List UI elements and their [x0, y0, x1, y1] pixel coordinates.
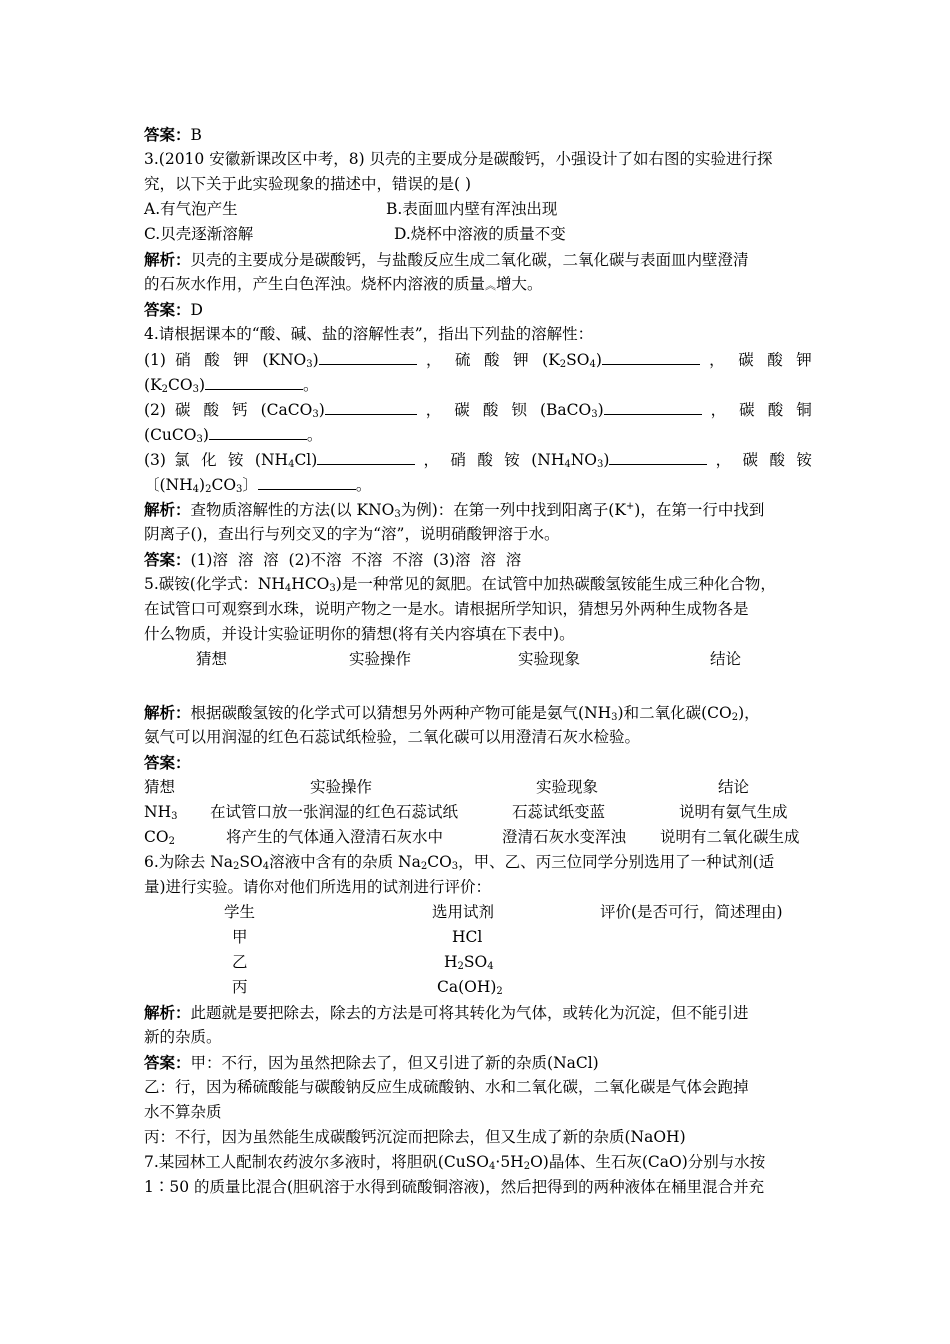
- table-cell: 澄清石灰水变浑浊: [502, 828, 627, 846]
- q4-intro: 4.请根据课本的“酸、碱、盐的溶解性表”，指出下列盐的溶解性：: [144, 325, 594, 343]
- answer-blank[interactable]: [317, 447, 415, 465]
- char: 氯: [174, 451, 193, 469]
- table-cell-guess: $NH_3$: [144, 803, 178, 822]
- header-guess: 猜想: [196, 650, 228, 668]
- table-row: [144, 950, 812, 975]
- char: 酸: [482, 401, 503, 419]
- q6-answer-jia: 答案：甲：不行，因为虽然把除去了，但又引进了新的杂质(NaCl): [144, 1053, 599, 1072]
- q3-options-cd: [144, 222, 812, 247]
- table-row: [144, 975, 812, 1000]
- table-cell: $Ca(OH)_2$: [437, 978, 503, 997]
- q3-option-b: B.表面皿内壁有浑浊出现: [386, 200, 558, 218]
- table-row: [144, 800, 812, 825]
- inline-glyph: ︽: [485, 279, 497, 292]
- table-cell: 乙: [232, 953, 248, 971]
- answer-blank[interactable]: [205, 372, 303, 390]
- char: 酸: [203, 401, 224, 419]
- char: 酸: [769, 451, 789, 469]
- header-conclusion: 结论: [710, 650, 742, 668]
- table-cell: 说明有二氧化碳生成: [660, 828, 800, 846]
- q3-line-1: 3.(2010 安徽新课改区中考，8) 贝壳的主要成分是碳酸钙，小强设计了如右图的实验进行探: [144, 150, 773, 168]
- char: 铵: [504, 451, 524, 469]
- answer-blank[interactable]: [258, 472, 356, 490]
- header-phenomenon: 实验现象: [518, 650, 581, 668]
- answer-blank[interactable]: [209, 422, 307, 440]
- char: 酸: [204, 351, 225, 369]
- formula: $(K_2SO_4)$: [542, 351, 700, 369]
- char: 化: [201, 451, 220, 469]
- table-header: 结论: [718, 778, 750, 796]
- answer-blank[interactable]: [604, 397, 702, 415]
- q5-analysis-1: 解析：根据碳酸氢铵的化学式可以猜想另外两种产物可能是氨气$(NH_3)$和二氧化碳$(CO_2)$，: [144, 703, 760, 723]
- table-cell: 甲: [232, 928, 248, 946]
- char: 碳: [738, 351, 759, 369]
- answer-value: B: [190, 126, 202, 144]
- answer-blank[interactable]: [609, 447, 707, 465]
- answer-label: 答案：: [144, 753, 191, 772]
- q6-answer-yi-2: 水不算杂质: [144, 1103, 222, 1121]
- q6-table-header: [144, 900, 812, 925]
- q6-analysis-2: 新的杂质。: [144, 1028, 222, 1046]
- document-page: [144, 122, 812, 1200]
- char: 碳: [454, 401, 474, 419]
- answer-label: 答案：: [144, 550, 191, 569]
- char: 钡: [511, 401, 531, 419]
- char: 酸: [767, 351, 788, 369]
- char: 碳: [739, 401, 759, 419]
- char: 铜: [796, 401, 812, 419]
- q7-line-2: 1∶50 的质量比混合(胆矾溶于水得到硫酸铜溶液)，然后把得到的两种液体在桶里混合并充: [144, 1178, 765, 1196]
- answer-label: 答案：: [144, 300, 191, 319]
- char: 钾: [233, 351, 254, 369]
- table-row: [144, 825, 812, 850]
- table-blank-space: [144, 672, 812, 700]
- answer-value: (1)溶 溶 溶 (2)不溶 不溶 不溶 (3)溶 溶 溶: [190, 551, 522, 569]
- char: 酸: [477, 451, 497, 469]
- q4-row-3-cont: 〔$(NH_4)_2CO_3$〕 。: [144, 472, 812, 497]
- char: 碳: [742, 451, 762, 469]
- q6-answer-yi-1: 乙：行，因为稀硫酸能与碳酸钠反应生成硫酸钠、水和二氧化碳，二氧化碳是气体会跑掉: [144, 1078, 749, 1096]
- q3-line-2: 究，以下关于此实验现象的描述中，错误的是( ): [144, 175, 472, 193]
- char: 碳: [174, 401, 195, 419]
- answer-blank[interactable]: [319, 347, 417, 365]
- q7-line-1: 7.某园林工人配制农药波尔多液时，将胆矾$(CuSO_4\cdot 5H_2O)$晶体、生石灰(CaO)分别与水按: [144, 1153, 766, 1172]
- comma: ，: [710, 401, 731, 419]
- table-cell: 说明有氨气生成: [679, 803, 788, 821]
- char: 硝: [175, 351, 196, 369]
- q3-option-c: C.贝壳逐渐溶解: [144, 225, 254, 243]
- analysis-text: 贝壳的主要成分是碳酸钙，与盐酸反应生成二氧化碳，二氧化碳与表面皿内壁澄清: [190, 251, 749, 269]
- answer-label: 答案：: [144, 125, 191, 144]
- analysis-label: 解析：: [144, 500, 191, 519]
- analysis-text: 的石灰水作用，产生白色浑浊。烧杯内溶液的质量: [144, 275, 486, 293]
- q3-option-a: A.有气泡产生: [144, 200, 238, 218]
- q5-line-3: 什么物质，并设计实验证明你的猜想(将有关内容填在下表中)。: [144, 625, 575, 643]
- char: 酸: [767, 401, 788, 419]
- table-row: [144, 925, 812, 950]
- formula: $(KNO_3)$: [262, 351, 416, 369]
- table-cell: 石蕊试纸变蓝: [512, 803, 606, 821]
- char: 钙: [232, 401, 252, 419]
- q3-analysis-1: [144, 247, 812, 272]
- char: 铵: [227, 451, 247, 469]
- q4-answer: [144, 547, 812, 572]
- table-cell: 丙: [232, 978, 248, 996]
- table-header: 评价(是否可行，简述理由): [600, 903, 783, 921]
- q6-line-1: 6.为除去 $Na_2SO_4$溶液中含有的杂质 $Na_2CO_3$，甲、乙、丙三位同学分别选用了一种试剂(适: [144, 853, 775, 872]
- analysis-label: 解析：: [144, 703, 191, 722]
- q3-options-ab: [144, 197, 812, 222]
- formula: $(NH_4NO_3)$: [531, 451, 707, 469]
- table-cell-guess: $CO_2$: [144, 828, 175, 847]
- q5-analysis-2: 氨气可以用润湿的红色石蕊试纸检验，二氧化碳可以用澄清石灰水检验。: [144, 728, 641, 746]
- q4-row-1: [144, 347, 812, 372]
- formula: (CaCO$_3$): [261, 401, 417, 419]
- analysis-label: 解析：: [144, 250, 191, 269]
- table-cell: 在试管口放一张润湿的红色石蕊试纸: [210, 803, 459, 821]
- formula: (BaCO$_3$): [540, 401, 702, 419]
- q6-answer-bing: 丙：不行，因为虽然能生成碳酸钙沉淀而把除去，但又生成了新的杂质(NaOH): [144, 1128, 686, 1146]
- answer-value: D: [190, 301, 203, 319]
- q6-line-2: 量)进行实验。请你对他们所选用的试剂进行评价：: [144, 878, 492, 896]
- table-header: 学生: [224, 903, 256, 921]
- q3-analysis-2: [144, 272, 812, 297]
- table-cell: 将产生的气体通入澄清石灰水中: [226, 828, 444, 846]
- formula: $(NH_4Cl)$: [255, 451, 415, 469]
- answer-line: [144, 122, 812, 147]
- q3-option-d: D.烧杯中溶液的质量不变: [394, 225, 566, 243]
- header-operation: 实验操作: [349, 650, 412, 668]
- char: 钾: [513, 351, 533, 369]
- answer-label: 答案：: [144, 1053, 191, 1072]
- char: 钾: [796, 351, 812, 369]
- char: 硝: [450, 451, 470, 469]
- comma: ，: [425, 401, 446, 419]
- q4-row-2-cont: (CuCO$_3$) 。: [144, 422, 812, 447]
- q4-analysis-2: 阴离子()，查出行与列交叉的字为“溶”，说明硝酸钾溶于水。: [144, 525, 560, 543]
- table-header: 实验操作: [310, 778, 373, 796]
- comma: ，: [423, 451, 443, 469]
- q5-table-header: [144, 647, 812, 672]
- comma: ，: [715, 451, 735, 469]
- q5-answer: [144, 750, 812, 775]
- q6-analysis-1: 解析：此题就是要把除去，除去的方法是可将其转化为气体，或转化为沉淀，但不能引进: [144, 1003, 749, 1022]
- answer-blank[interactable]: [325, 397, 417, 415]
- answer-blank[interactable]: [602, 347, 700, 365]
- table-cell: $H_2SO_4$: [444, 953, 494, 972]
- q3-answer: [144, 297, 812, 322]
- q5-line-2: 在试管口可观察到水珠，说明产物之一是水。请根据所学知识，猜想另外两种生成物各是: [144, 600, 749, 618]
- char: 铵: [796, 451, 812, 469]
- analysis-label: 解析：: [144, 1003, 191, 1022]
- q4-row-1-cont: $(K_2CO_3)$ 。: [144, 372, 812, 397]
- table-cell: HCl: [452, 928, 483, 946]
- q4-row-2: [144, 397, 812, 422]
- item-number: (2): [144, 401, 166, 419]
- item-number: (3): [144, 451, 166, 469]
- q5-line-1: 5.碳铵(化学式：$NH_4HCO_3$)是一种常见的氮肥。在试管中加热碳酸氢铵能生成三种化合物，: [144, 575, 776, 594]
- char: 硫: [454, 351, 475, 369]
- comma: ，: [709, 351, 729, 369]
- q5-answer-table-header: [144, 775, 812, 800]
- table-header: 实验现象: [536, 778, 599, 796]
- table-header: 猜想: [144, 778, 176, 796]
- analysis-text: 增大。: [496, 275, 543, 293]
- comma: ，: [425, 351, 446, 369]
- char: 酸: [484, 351, 504, 369]
- q4-analysis-1: 解析：查物质溶解性的方法(以 $KNO_3$为例)：在第一列中找到阳离子(K+)，在第一行中找到: [144, 500, 765, 520]
- item-number: (1): [144, 351, 166, 369]
- q4-row-3: [144, 447, 812, 472]
- table-header: 选用试剂: [432, 903, 495, 921]
